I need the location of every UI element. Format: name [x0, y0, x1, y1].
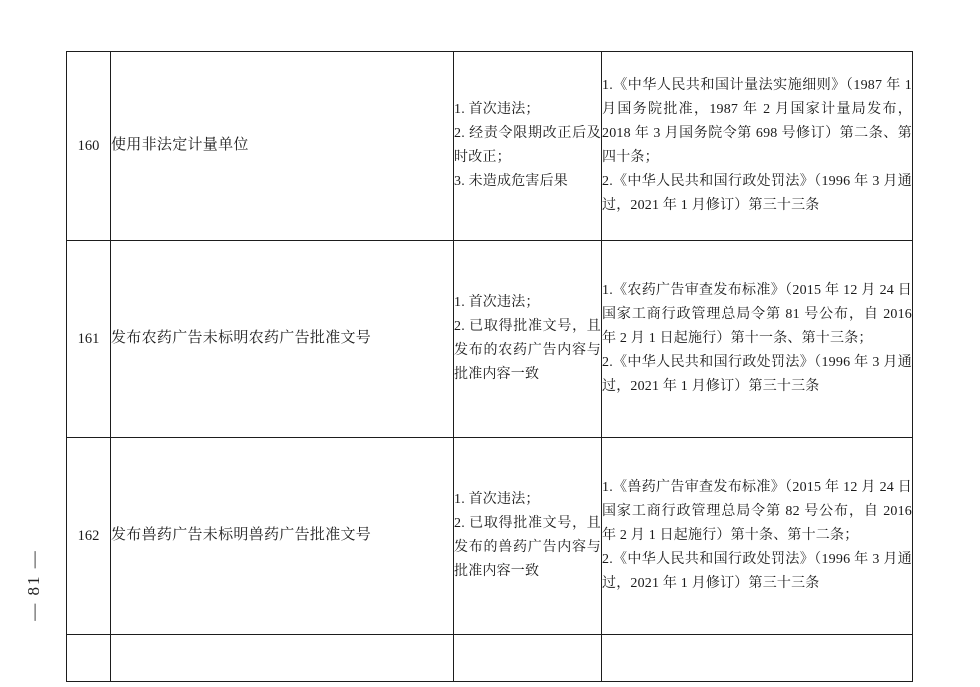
legal-basis-cell — [602, 52, 913, 241]
table-row — [67, 241, 913, 438]
table-row — [67, 52, 913, 241]
penalty-exemption-table — [66, 51, 913, 682]
row-number-cell: 160 — [67, 52, 111, 241]
condition-line: 1. 首次违法； — [454, 294, 540, 310]
legal-basis-line: 1.《农药广告审查发布标准》（2015 年 12 月 24 日国家工商行政管理总局令第 81 号公布，自 2016 年 2 月 1 日起施行）第十一条、第十三条； — [602, 282, 912, 346]
row-number-cell-empty — [67, 635, 111, 682]
condition-line: 2. 已取得批准文号，且发布的兽药广告内容与批准内容一致 — [454, 515, 601, 580]
condition-line: 1. 首次违法； — [454, 491, 540, 507]
conditions-cell — [454, 438, 602, 635]
legal-basis-line: 1.《兽药广告审查发布标准》（2015 年 12 月 24 日国家工商行政管理总局令第 82 号公布，自 2016 年 2 月 1 日起施行）第十条、第十二条； — [602, 479, 912, 543]
condition-line: 2. 已取得批准文号，且发布的农药广告内容与批准内容一致 — [454, 318, 601, 383]
page-number — [14, 530, 54, 640]
violation-cell: 发布兽药广告未标明兽药广告批准文号 — [111, 438, 454, 635]
conditions-cell — [454, 52, 602, 241]
conditions-cell-empty — [454, 635, 602, 682]
legal-basis-line: 2.《中华人民共和国行政处罚法》（1996 年 3 月通过，2021 年 1 月修订）第三十三条 — [602, 355, 912, 395]
table-row — [67, 438, 913, 635]
row-number-cell: 161 — [67, 241, 111, 438]
legal-basis-cell-empty — [602, 635, 913, 682]
violation-cell: 发布农药广告未标明农药广告批准文号 — [111, 241, 454, 438]
table-row-empty — [67, 635, 913, 682]
condition-line: 3. 未造成危害后果 — [454, 174, 568, 190]
condition-line: 1. 首次违法； — [454, 101, 540, 117]
row-number-cell: 162 — [67, 438, 111, 635]
condition-line: 2. 经责令限期改正后及时改正； — [454, 125, 601, 165]
legal-basis-line: 2.《中华人民共和国行政处罚法》（1996 年 3 月通过，2021 年 1 月修订）第三十三条 — [602, 552, 912, 592]
violation-cell: 使用非法定计量单位 — [111, 52, 454, 241]
legal-basis-line: 1.《中华人民共和国计量法实施细则》（1987 年 1 月国务院批准，1987 年 2 月国家计量局发布，2018 年 3 月国务院令第 698 号修订）第二条、第四十条； — [602, 77, 912, 165]
page-number-text: — 81 — — [24, 549, 43, 621]
legal-basis-cell — [602, 241, 913, 438]
legal-basis-cell — [602, 438, 913, 635]
legal-basis-line: 2.《中华人民共和国行政处罚法》（1996 年 3 月通过，2021 年 1 月修订）第三十三条 — [602, 174, 912, 214]
conditions-cell — [454, 241, 602, 438]
violation-cell-empty — [111, 635, 454, 682]
